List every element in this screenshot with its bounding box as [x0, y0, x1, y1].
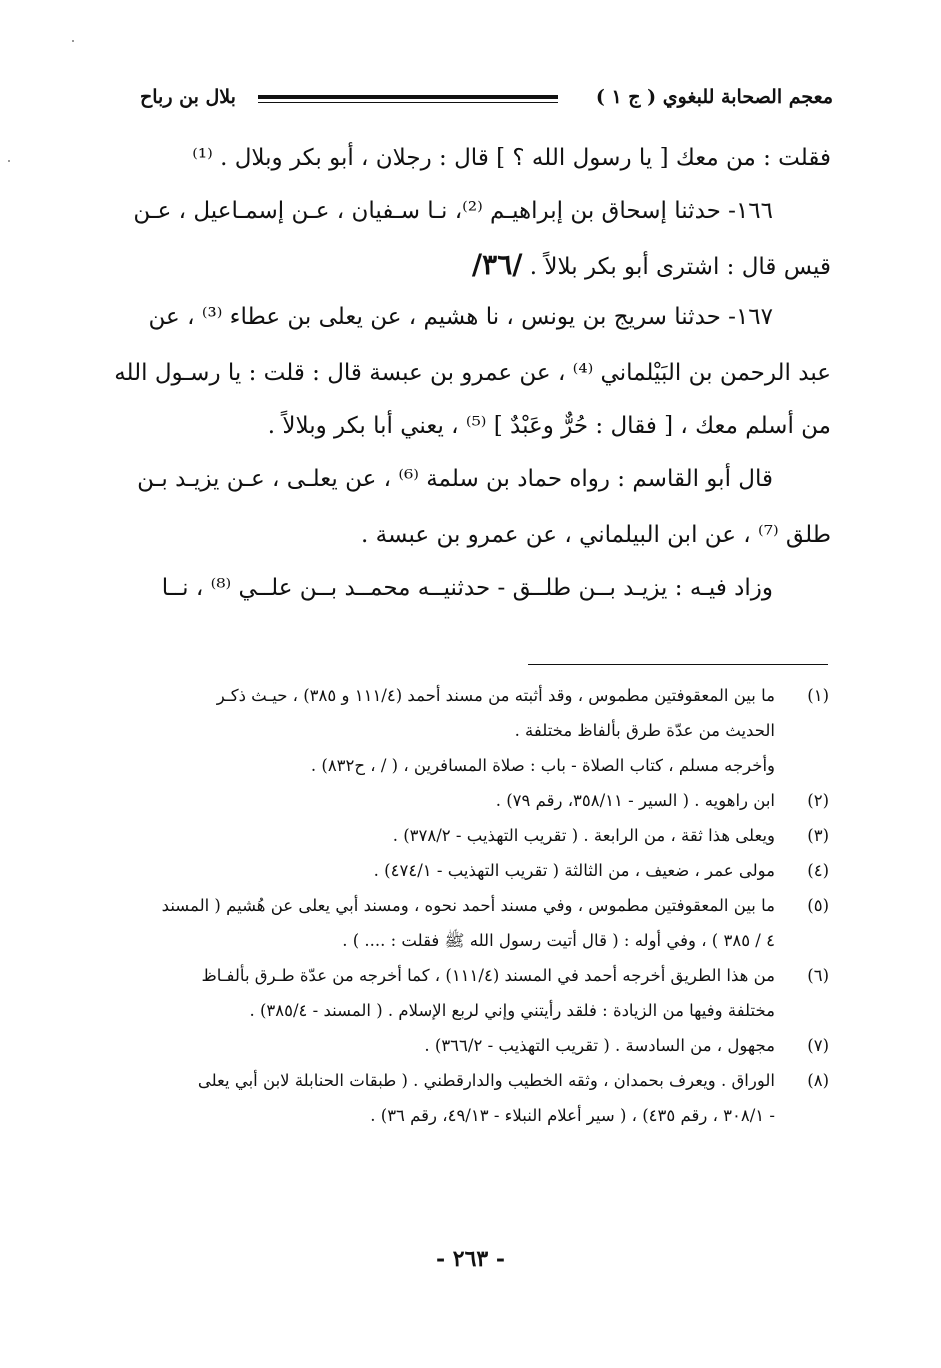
text-line: قال أبو القاسم : رواه حماد بن سلمة ⁽⁶⁾ ، عن يعلـى ، عـن يزيـد بـن — [137, 466, 773, 492]
footnote-line: - ٣٠٨/١ ، رقم ٤٣٥) ، ( سير أعلام النبلاء - ٤٩/١٣، رقم ٣٦) . — [370, 1106, 775, 1125]
footnote-number: (٢) — [807, 791, 829, 810]
scan-speck — [8, 160, 10, 162]
footnote-line: ٤ / ٣٨٥ ) ، وفي أوله : ( قال أتيت رسول الله ﷺ فقلت : .... ) . — [342, 931, 775, 950]
footnote-line: الحديث من عدّة طرق بألفاظ مختلفة . — [514, 721, 775, 740]
section-title: بلال بن رباح — [140, 86, 236, 108]
main-text — [114, 132, 831, 618]
footnote-line: ابن راهويه . ( السير - ٣٥٨/١١، رقم ٧٩) . — [495, 791, 775, 810]
footnote — [120, 888, 829, 958]
text-line: وزاد فيـه : يزيـد بــن طلــق - حدثنيــه محمــد بــن علــي ⁽⁸⁾ ، نــا — [161, 575, 773, 601]
footnote-line: الوراق . ويعرف بحمدان ، وثقه الخطيب والدارقطني . ( طبقات الحنابلة لابن أبي يعلى — [197, 1071, 775, 1090]
footnote-number: (٥) — [807, 896, 829, 915]
footnote-number: (٧) — [807, 1036, 829, 1055]
footnote-separator — [528, 664, 828, 665]
footnote — [120, 958, 829, 1028]
text-line: من أسلم معك ، [ فقال : حُرٌّ وعَبْدٌ ] ⁽⁵⁾ ، يعني أبا بكر وبلالاً . — [267, 413, 831, 439]
footnote — [120, 678, 829, 783]
footnote-line: وأخرجه مسلم ، كتاب الصلاة - باب : صلاة المسافرين ، ( / ، ح٨٣٢) . — [310, 756, 775, 775]
folio-marker: /٣٦/ — [471, 248, 523, 281]
text-line: فقلت : من معك [ يا رسول الله ؟ ] قال : رجلان ، أبو بكر وبلال . ⁽¹⁾ — [192, 145, 831, 171]
footnote-number: (٣) — [807, 826, 829, 845]
text-line: ١٦٧- حدثنا سريج بن يونس ، نا هشيم ، عن يعلى بن عطاء ⁽³⁾ ، عن — [148, 304, 773, 330]
text-line: عبد الرحمن بن البَيْلماني ⁽⁴⁾ ، عن عمرو بن عبسة قال : قلت : يا رسـول الله — [114, 360, 831, 386]
text-line: طلق ⁽⁷⁾ ، عن ابن البيلماني ، عن عمرو بن عبسة . — [361, 522, 831, 548]
footnote-line: ما بين المعقوفتين مطموس ، وفي مسند أحمد نحوه ، ومسند أبي يعلى عن هُشيم ( المسند — [161, 896, 775, 915]
footnote-line: من هذا الطريق أخرجه أحمد في المسند (١١١/٤) ، كما أخرجه من عدّة طـرق بألفـاظ — [201, 966, 775, 985]
footnote-number: (٨) — [807, 1071, 829, 1090]
footnote-number: (٦) — [807, 966, 829, 985]
footnote — [120, 1028, 829, 1063]
footnote-line: ما بين المعقوفتين مطموس ، وقد أثبته من مسند أحمد (١١١/٤ و ٣٨٥) ، حيـث ذكـر — [216, 686, 775, 705]
footnote-line: مختلفة وفيها من الزيادة : فلقد رأيتني وإني لربع الإسلام . ( المسند - ٣٨٥/٤) . — [249, 1001, 775, 1020]
text-line — [118, 238, 831, 291]
page-number: - ٢٦٣ - — [435, 1246, 506, 1272]
running-header — [140, 86, 833, 114]
footnote-number: (١) — [807, 686, 829, 705]
footnote-line: مجهول ، من السادسة . ( تقريب التهذيب - ٣٦٦/٢) . — [424, 1036, 775, 1055]
text-line: ١٦٦- حدثنا إسحاق بن إبراهيـم ⁽²⁾، نـا سـفيان ، عـن إسمـاعيل ، عـن — [133, 198, 773, 224]
footnote — [120, 1063, 829, 1133]
header-rule — [258, 95, 558, 99]
footnote — [120, 853, 829, 888]
text-line-content: قيس قال : اشترى أبو بكر بلالاً . — [529, 254, 831, 280]
footnote-number: (٤) — [807, 861, 829, 880]
footnote-line: ويعلى هذا ثقة ، من الرابعة . ( تقريب التهذيب - ٣٧٨/٢) . — [392, 826, 775, 845]
header-rule-thin — [258, 102, 558, 103]
footnote — [120, 783, 829, 818]
book-title: معجم الصحابة للبغوي ( ج ١ ) — [595, 86, 833, 108]
footnote-line: مولى عمر ، ضعيف ، من الثالثة ( تقريب التهذيب - ٤٧٤/١) . — [373, 861, 775, 880]
footnote — [120, 818, 829, 853]
scan-speck — [72, 40, 74, 42]
footnotes — [120, 678, 829, 1133]
